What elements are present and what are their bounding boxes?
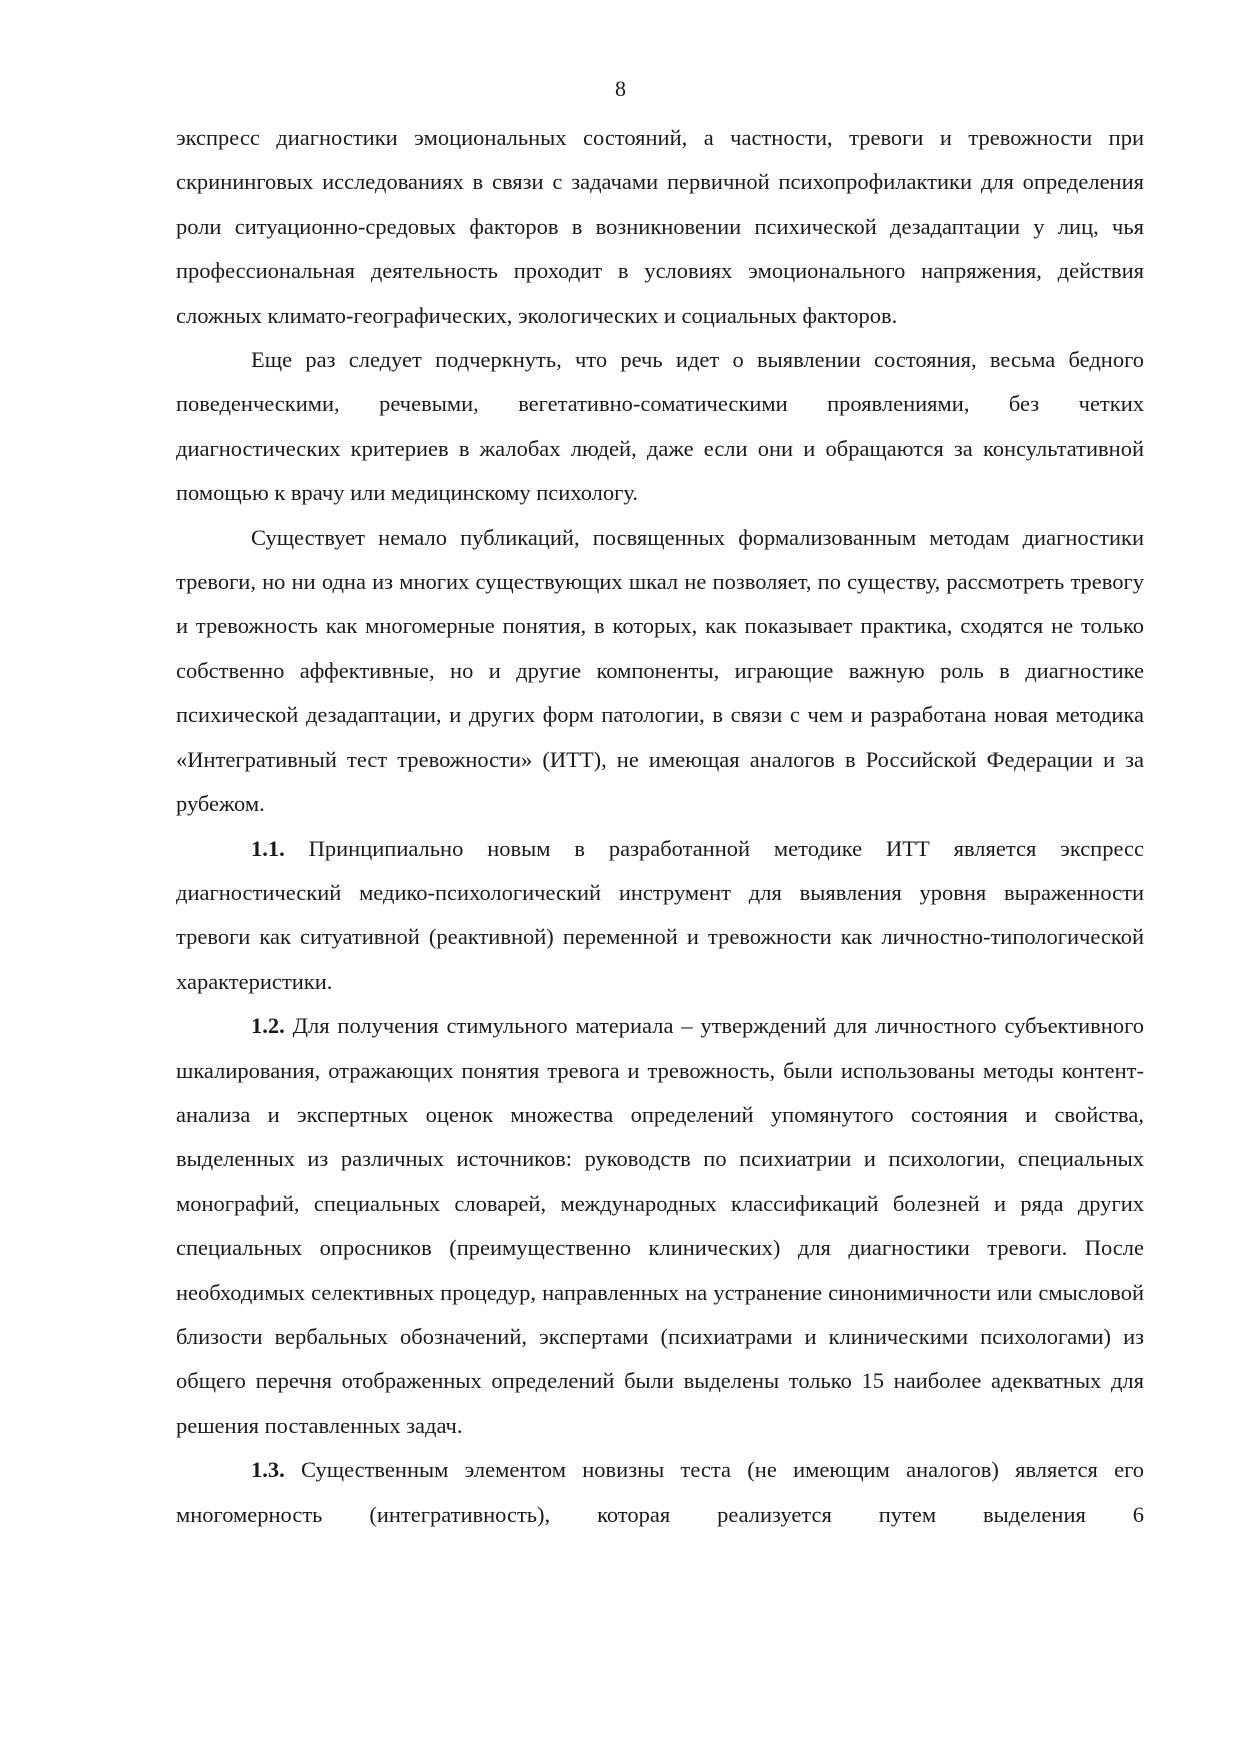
document-body <box>176 116 1144 1537</box>
section-1-2-label: 1.2. <box>251 1013 285 1039</box>
section-1-3-label: 1.3. <box>251 1457 285 1483</box>
section-1-2-text: Для получения стимульного материала – утверждений для личностного субъективного шкалирования, отражающих понятия тревога и тревожность, были использованы методы контент-анализа и экспертных оценок множества определений упомянутого состояния и свойства, выделенных из различных источников: руководств по психиатрии и психологии, специальных монографий, специальных словарей, международных классификаций болезней и ряда других специальных опросников (преимущественно клинических) для диагностики тревоги. После необходимых селективных процедур, направленных на устранение синонимичности или смысловой близости вербальных обозначений, экспертами (психиатрами и клиническими психологами) из общего перечня отображенных определений были выделены только 15 наиболее адекватных для решения поставленных задач. <box>176 1013 1144 1438</box>
section-1-1-label: 1.1. <box>251 835 285 861</box>
section-1-1-text: Принципиально новым в разработанной методике ИТТ является экспресс диагностический медико-психологический инструмент для выявления уровня выраженности тревоги как ситуативной (реактивной) переменной и тревожности как личностно-типологической характеристики. <box>176 835 1144 994</box>
section-1-3 <box>176 1448 1144 1537</box>
paragraph-3: Существует немало публикаций, посвященных формализованным методам диагностики тревоги, но ни одна из многих существующих шкал не позволяет, по существу, рассмотреть тревогу и тревожность как многомерные понятия, в которых, как показывает практика, сходятся не только собственно аффективные, но и другие компоненты, играющие важную роль в диагностике психической дезадаптации, и других форм патологии, в связи с чем и разработана новая методика «Интегративный тест тревожности» (ИТТ), не имеющая аналогов в Российской Федерации и за рубежом. <box>176 524 1144 817</box>
section-1-1 <box>176 827 1144 1005</box>
paragraph-2: Еще раз следует подчеркнуть, что речь идет о выявлении состояния, весьма бедного поведенческими, речевыми, вегетативно-соматическими проявлениями, без четких диагностических критериев в жалобах людей, даже если они и обращаются за консультативной помощью к врачу или медицинскому психологу. <box>176 347 1144 506</box>
section-1-2 <box>176 1004 1144 1448</box>
page-number: 8 <box>615 76 626 101</box>
paragraph-1: экспресс диагностики эмоциональных состояний, а частности, тревоги и тревожности при скрининговых исследованиях в связи с задачами первичной психопрофилактики для определения роли ситуационно-средовых факторов в возникновении психической дезадаптации у лиц, чья профессиональная деятельность проходит в условиях эмоционального напряжения, действия сложных климато-географических, экологических и социальных факторов. <box>176 125 1144 328</box>
section-1-3-text: Существенным элементом новизны теста (не имеющим аналогов) является его многомерность (интегративность), которая реализуется путем выделения 6 <box>176 1457 1144 1527</box>
